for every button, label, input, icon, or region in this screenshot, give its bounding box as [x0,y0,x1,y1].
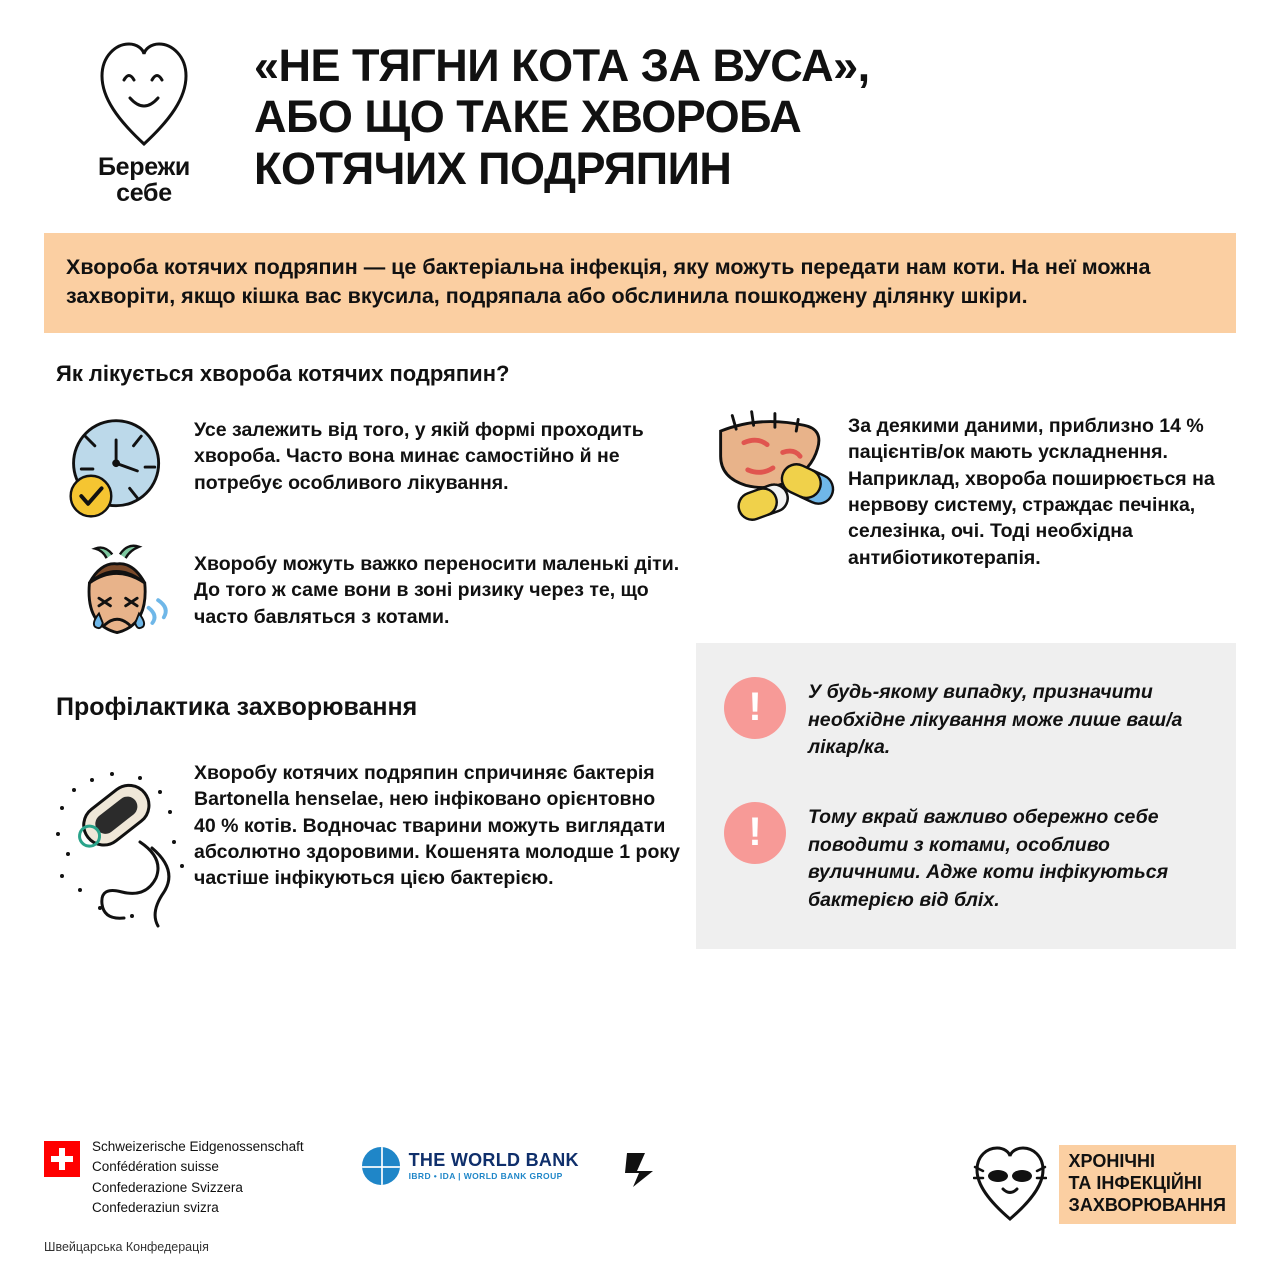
bacteria-icon [44,756,194,936]
item-bacteria-text: Хворобу котячих подряпин спричиняє бактерія Bartonella henselae, нею інфіковано орієнтовно 40 % котів. Водночас тварини можуть виглядати абсолютно здоровими. Кошенята молодше 1 року частіше інфікуються цією бактерією. [194,761,680,890]
section-title-treatment: Як лікується хвороба котячих подряпин? [56,360,510,386]
item-child-text: Хворобу можуть важко переносити маленькі діти. До того ж саме вони в зоні ризику через те, що часто бавляться з котами. [194,552,680,628]
exclamation-icon: ! [724,677,786,739]
moz-logo-icon [623,1149,665,1189]
swiss-confederation-logo [44,1137,304,1254]
cat-face-icon [973,1145,1047,1223]
item-child [44,547,680,659]
page-title-line2: АБО ЩО ТАКЕ ХВОРОБА [254,91,802,143]
item-liver [696,409,1236,571]
swiss-line3: Confederazione Svizzera [92,1179,243,1195]
item-clock-text: Усе залежить від того, у якій формі проходить хвороба. Часто вона минає самостійно й не потребує особливого лікування. [194,418,644,494]
crying-child-icon [44,547,194,659]
world-bank-subtitle: IBRD • IDA | WORLD BANK GROUP [408,1171,563,1182]
swiss-caption: Швейцарська Конфедерація [44,1240,209,1254]
swiss-line1: Schweizerische Eidgenossenschaft [92,1139,304,1154]
note-text: Тому вкрай важливо обережно себе поводити з котами, особливо вуличними. Адже коти інфікуються бактерією від бліх. [808,805,1169,911]
heart-smile-icon [98,40,190,148]
page-title [244,34,1236,194]
content-columns [0,391,1280,949]
swiss-flag-icon [44,1141,80,1177]
lead-paragraph: Хвороба котячих подряпин — це бактеріальна інфекція, яку можуть передати нам коти. На неї можна захворіти, якщо кішка вас вкусила, подряпала або обслинила пошкоджену ділянку шкіри. [44,233,1236,333]
chronic-line2: ТА ІНФЕКЦІЙНІ [1068,1172,1202,1193]
world-bank-logo [362,1147,579,1185]
world-bank-name: THE WORLD BANK [408,1149,579,1170]
chronic-label [1059,1145,1236,1224]
right-column [680,391,1236,949]
brand-name [98,154,190,207]
note-item [724,677,1206,762]
exclamation-icon: ! [724,802,786,864]
page-footer [0,1137,1280,1254]
swiss-line2: Confédération suisse [92,1159,219,1175]
brand-name-line1: Бережи [97,153,190,181]
notes-box [696,643,1236,949]
brand-name-line2: себе [116,179,172,208]
clock-check-icon [44,413,194,525]
chronic-line1: ХРОНІЧНІ [1068,1151,1155,1171]
page-title-line3: КОТЯЧИХ ПОДРЯПИН [254,142,732,194]
chronic-diseases-badge [973,1145,1236,1224]
liver-pills-icon [696,409,848,521]
brand-logo [44,34,244,207]
item-clock [44,413,680,525]
note-item [724,802,1206,915]
section-title-prevention: Профілактика захворювання [56,692,418,721]
note-text: У будь-якому випадку, призначити необхідне лікування може лише ваш/а лікар/ка. [808,680,1183,759]
page-header [0,0,1280,207]
globe-icon [362,1147,400,1185]
chronic-line3: ЗАХВОРЮВАННЯ [1068,1194,1226,1215]
item-liver-text: За деякими даними, приблизно 14 % пацієнтів/ок мають ускладнення. Наприклад, хвороба поширюється на нервову систему, страждає печінка, селезінка, очі. Тоді необхідна антибіотикотерапія. [848,414,1215,569]
page-title-line1: «НЕ ТЯГНИ КОТА ЗА ВУСА», [254,40,870,91]
swiss-line4: Confederaziun svizra [92,1199,219,1215]
footer-logos [44,1137,973,1254]
item-bacteria [44,756,680,936]
left-column [44,391,680,949]
